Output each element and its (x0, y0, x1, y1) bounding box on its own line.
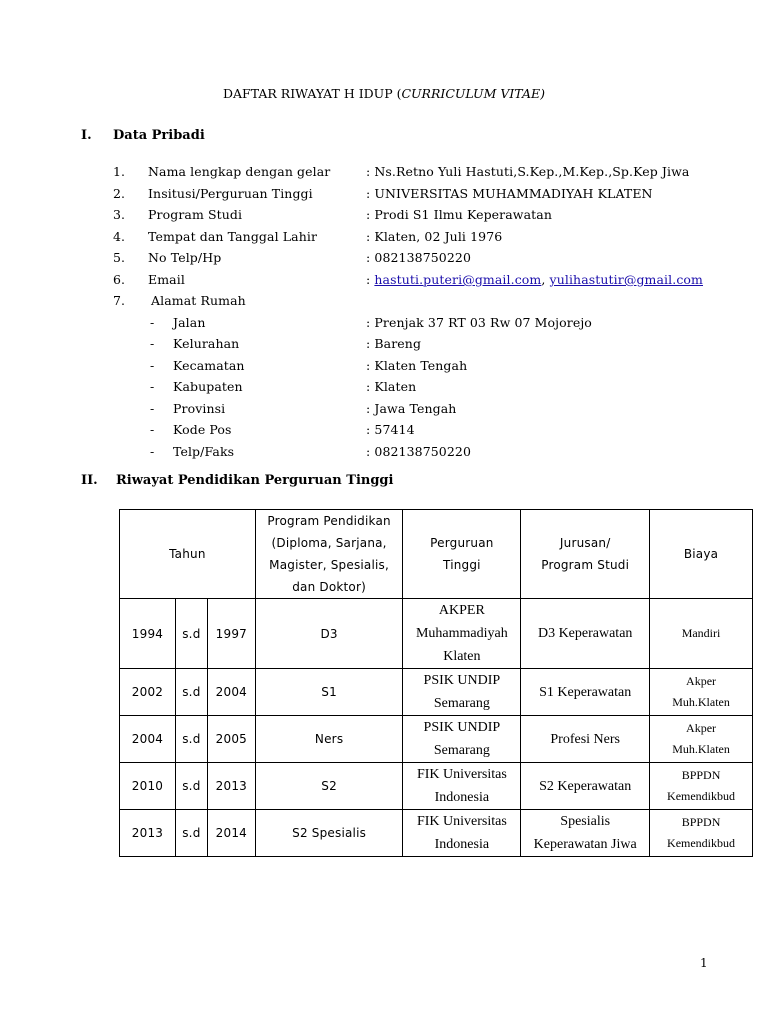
section-1-title: Data Pribadi (113, 128, 205, 143)
row-value: : Prodi S1 Ilmu Keperawatan (366, 207, 552, 222)
cell-perguruan (403, 810, 521, 857)
cell-perguruan (403, 599, 521, 669)
cell-sd: s.d (175, 669, 207, 716)
header-program (255, 510, 403, 599)
cell-line: Keperawatan Jiwa (533, 837, 637, 852)
cell-line: Muh.Klaten (672, 742, 730, 756)
address-value: : Jawa Tengah (366, 401, 457, 416)
cell-from: 2004 (120, 716, 176, 763)
cell-line: Klaten (443, 649, 481, 664)
header-line: dan Doktor) (292, 580, 366, 594)
cell-jurusan (521, 716, 650, 763)
cell-jurusan (521, 810, 650, 857)
address-label: Provinsi (173, 401, 226, 416)
cell-line: Kemendikbud (667, 789, 736, 803)
cell-biaya (650, 810, 753, 857)
cell-biaya (650, 599, 753, 669)
cell-program: Ners (255, 716, 403, 763)
cell-perguruan (403, 716, 521, 763)
row-value: : UNIVERSITAS MUHAMMADIYAH KLATEN (366, 186, 653, 201)
table-row (120, 763, 753, 810)
cell-line: Profesi Ners (550, 731, 620, 747)
address-value: : Klaten (366, 379, 417, 394)
row-value: : 082138750220 (366, 250, 472, 265)
cell-line: Semarang (433, 696, 490, 711)
section-1-number: I. (81, 128, 92, 143)
row-value: : Ns.Retno Yuli Hastuti,S.Kep.,M.Kep.,Sp.Kep Jiwa (366, 164, 690, 179)
address-value: : 57414 (366, 422, 415, 437)
page-title (0, 86, 768, 101)
address-label: Kelurahan (173, 336, 240, 351)
header-biaya: Biaya (650, 510, 753, 599)
section-2-number: II. (81, 473, 98, 488)
cell-line: BPPDN (681, 768, 721, 782)
dash: - (150, 358, 155, 373)
row-number: 4. (113, 229, 126, 244)
header-line: Jurusan/ (559, 536, 611, 550)
table-row (120, 599, 753, 669)
address-label: Kode Pos (173, 422, 232, 437)
row-value: : Klaten, 02 Juli 1976 (366, 229, 503, 244)
header-line: (Diploma, Sarjana, (271, 536, 387, 550)
cell-from: 1994 (120, 599, 176, 669)
table-row (120, 669, 753, 716)
cell-program: S1 (255, 669, 403, 716)
header-tahun: Tahun (120, 510, 256, 599)
cell-from: 2010 (120, 763, 176, 810)
address-label: Kecamatan (173, 358, 245, 373)
cell-line: S1 Keperawatan (539, 684, 632, 700)
row-number: 6. (113, 272, 126, 287)
section-2-title: Riwayat Pendidikan Perguruan Tinggi (116, 473, 394, 488)
row-label: Program Studi (148, 207, 243, 222)
address-value: : Bareng (366, 336, 422, 351)
cell-line: Muhammadiyah (415, 626, 508, 641)
cell-sd: s.d (175, 599, 207, 669)
row-number: 5. (113, 250, 126, 265)
row-number: 7. (113, 293, 126, 308)
row-label: Alamat Rumah (151, 293, 246, 308)
address-value: : Prenjak 37 RT 03 Rw 07 Mojorejo (366, 315, 592, 330)
cell-jurusan (521, 669, 650, 716)
table-row (120, 810, 753, 857)
cell-line: Kemendikbud (667, 836, 736, 850)
cell-to: 2013 (207, 763, 255, 810)
cell-line: Semarang (433, 743, 490, 758)
row-value (366, 272, 703, 287)
row-label: Nama lengkap dengan gelar (148, 164, 331, 179)
cell-sd: s.d (175, 716, 207, 763)
title-italic: CURRICULUM VITAE) (401, 86, 545, 101)
address-label: Telp/Faks (173, 444, 235, 459)
dash: - (150, 422, 155, 437)
address-value: : Klaten Tengah (366, 358, 468, 373)
table-row (120, 716, 753, 763)
row-label: Tempat dan Tanggal Lahir (148, 229, 318, 244)
header-line: Program Pendidikan (267, 514, 391, 528)
row-label: Email (148, 272, 185, 287)
cell-line: Muh.Klaten (672, 695, 730, 709)
cell-program: S2 Spesialis (255, 810, 403, 857)
cell-to: 2004 (207, 669, 255, 716)
email-separator: , (541, 272, 550, 287)
cell-line: Akper (686, 721, 717, 735)
cell-sd: s.d (175, 763, 207, 810)
cell-program: D3 (255, 599, 403, 669)
row-number: 3. (113, 207, 126, 222)
address-label: Kabupaten (173, 379, 243, 394)
cell-line: PSIK UNDIP (423, 673, 501, 688)
header-line: Program Studi (541, 558, 630, 572)
row-number: 1. (113, 164, 126, 179)
email-link-primary[interactable]: hastuti.puteri@gmail.com (374, 272, 542, 287)
dash: - (150, 315, 155, 330)
cell-line: BPPDN (681, 815, 721, 829)
cell-from: 2013 (120, 810, 176, 857)
header-perguruan (403, 510, 521, 599)
header-jurusan (521, 510, 650, 599)
page-number: 1 (700, 956, 708, 970)
cell-line: S2 Keperawatan (539, 778, 632, 794)
cell-to: 2014 (207, 810, 255, 857)
cell-jurusan (521, 599, 650, 669)
email-colon: : (366, 272, 375, 287)
header-line: Perguruan (430, 536, 494, 550)
cell-line: FIK Universitas (416, 814, 507, 829)
dash: - (150, 379, 155, 394)
cell-perguruan (403, 669, 521, 716)
cell-line: Indonesia (434, 837, 490, 852)
table-header-row (120, 510, 753, 599)
dash: - (150, 444, 155, 459)
title-main: DAFTAR RIWAYAT H IDUP ( (223, 86, 402, 101)
cell-biaya (650, 716, 753, 763)
email-link-secondary[interactable]: yulihastutir@gmail.com (549, 272, 703, 287)
header-line: Tinggi (443, 558, 481, 572)
education-table (119, 509, 753, 857)
address-value: : 082138750220 (366, 444, 472, 459)
cell-program: S2 (255, 763, 403, 810)
cell-line: Akper (686, 674, 717, 688)
cell-sd: s.d (175, 810, 207, 857)
cell-line: FIK Universitas (416, 767, 507, 782)
dash: - (150, 336, 155, 351)
cell-perguruan (403, 763, 521, 810)
cell-line: Spesialis (560, 814, 611, 829)
row-number: 2. (113, 186, 126, 201)
row-label: No Telp/Hp (148, 250, 222, 265)
cell-to: 2005 (207, 716, 255, 763)
cell-from: 2002 (120, 669, 176, 716)
cell-line: PSIK UNDIP (423, 720, 501, 735)
cell-line: AKPER (438, 603, 485, 618)
cell-biaya (650, 763, 753, 810)
cell-jurusan (521, 763, 650, 810)
header-line: Magister, Spesialis, (269, 558, 390, 572)
cell-biaya (650, 669, 753, 716)
address-label: Jalan (173, 315, 206, 330)
cell-line: Indonesia (434, 790, 490, 805)
cell-line: D3 Keperawatan (537, 626, 633, 641)
row-label: Insitusi/Perguruan Tinggi (148, 186, 313, 201)
cell-to: 1997 (207, 599, 255, 669)
dash: - (150, 401, 155, 416)
cell-line: Mandiri (681, 626, 721, 640)
